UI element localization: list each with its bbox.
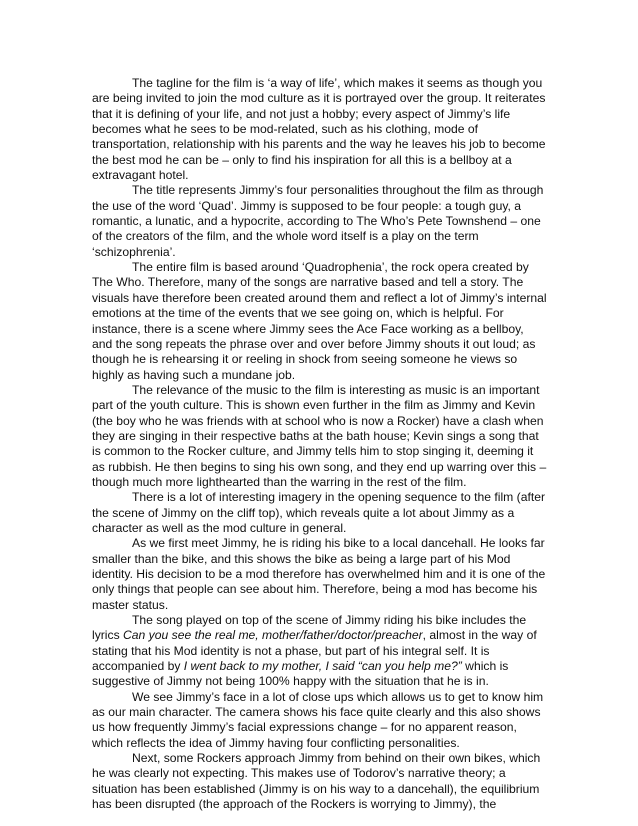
text-line [92, 199, 552, 214]
text-run: highly as having such a mundane job. [92, 367, 296, 382]
text-line [92, 429, 552, 444]
text-run: We see Jimmy’s face in a lot of close ups which allows us to get to know him [132, 689, 544, 704]
text-line [92, 536, 552, 551]
text-run: that it is defining of your life, and not just a hobby; every aspect of Jimmy’s life [92, 106, 511, 121]
body-paragraph [92, 183, 552, 260]
body-paragraph [92, 490, 552, 536]
text-run: emotions at the time of the events that we see going on, which is helpful. For [92, 306, 504, 321]
text-run: visuals have therefore been created around them and reflect a lot of Jimmy’s internal [92, 290, 547, 305]
text-line [92, 628, 552, 643]
text-line [92, 122, 552, 137]
text-line [92, 736, 552, 751]
text-run: as our main character. The camera shows his face quite clearly and this also shows [92, 705, 541, 720]
text-line [92, 705, 552, 720]
text-line [92, 782, 552, 797]
text-run: us how frequently Jimmy’s facial expressions change – for no apparent reason, [92, 720, 517, 735]
text-line [92, 460, 552, 475]
text-run: transportation, relationship with his parents and the way he leaves his job to become [92, 137, 546, 152]
text-run: romantic, a lunatic, and a hypocrite, according to The Who’s Pete Townshend – one [92, 214, 541, 229]
text-line [92, 153, 552, 168]
text-line [92, 598, 552, 613]
text-line [92, 368, 552, 383]
text-run: though much more lighthearted than the warring in the rest of the film. [92, 474, 467, 489]
text-run: , almost in the way of [422, 628, 537, 643]
text-line [92, 751, 552, 766]
text-line [92, 214, 552, 229]
text-run: only things that people can see about him. Therefore, being a mod has become his [92, 582, 538, 597]
text-run: the best mod he can be – only to find his inspiration for all this is a bellboy at a [92, 152, 512, 167]
text-run: (the boy who he was friends with at school who is now a Rocker) have a clash when [92, 413, 544, 428]
text-line [92, 582, 552, 597]
text-line [92, 674, 552, 689]
text-line [92, 797, 552, 812]
text-line [92, 337, 552, 352]
text-run: The song played on top of the scene of Jimmy riding his bike includes the [132, 613, 527, 628]
text-line [92, 475, 552, 490]
text-run: identity. His decision to be a mod therefore has overwhelmed him and it is one of the [92, 567, 546, 581]
text-line [92, 107, 552, 122]
text-line [92, 414, 552, 429]
text-run: extravagant hotel. [92, 168, 189, 183]
text-line [92, 690, 552, 705]
text-line [92, 720, 552, 735]
text-run: the use of the word ‘Quad’. Jimmy is supposed to be four people: a tough guy, a [92, 198, 522, 213]
body-paragraph [92, 383, 552, 490]
text-run: There is a lot of interesting imagery in the opening sequence to the film (after [132, 490, 546, 505]
text-run: The Who. Therefore, many of the songs are narrative based and tell a story. The [92, 275, 524, 290]
text-line [92, 490, 552, 505]
text-line [92, 183, 552, 198]
text-run: Next, some Rockers approach Jimmy from behind on their own bikes, which [132, 751, 541, 766]
text-run: The title represents Jimmy’s four personalities throughout the film as through [132, 183, 544, 198]
italic-lyric-text: Can you see the real me, mother/father/doctor/preacher [123, 628, 423, 643]
text-line [92, 352, 552, 367]
text-run: he was clearly not expecting. This makes use of Todorov’s narrative theory; a [92, 766, 506, 781]
text-run: As we first meet Jimmy, he is riding his bike to a local dancehall. He looks far [132, 536, 545, 551]
text-line [92, 91, 552, 106]
text-line [92, 275, 552, 290]
text-run: The entire film is based around ‘Quadrophenia’, the rock opera created by [132, 260, 529, 275]
text-line [92, 644, 552, 659]
text-run: stating that his Mod identity is not a phase, but part of his integral self. It is [92, 643, 490, 658]
text-line [92, 383, 552, 398]
text-line [92, 659, 552, 674]
text-line [92, 76, 552, 91]
text-line [92, 137, 552, 152]
text-line [92, 766, 552, 781]
text-run: the scene of Jimmy on the cliff top), which reveals quite a lot about Jimmy as a [92, 505, 515, 520]
text-run: lyrics [92, 628, 124, 643]
text-run: though he is rehearsing it or reeling in shock from seeing someone he views so [92, 352, 518, 367]
text-run: ‘schizophrenia’. [92, 244, 176, 259]
text-run: as rubbish. He then begins to sing his own song, and they end up warring over this – [92, 459, 547, 474]
text-run: and the song repeats the phrase over and over before Jimmy shouts it out loud; as [92, 336, 536, 351]
document-page [92, 76, 552, 813]
text-run: accompanied by [92, 659, 184, 674]
body-paragraph [92, 690, 552, 751]
body-paragraph [92, 260, 552, 383]
text-line [92, 245, 552, 260]
text-line [92, 229, 552, 244]
text-run: suggestive of Jimmy not being 100% happy with the situation that he is in. [92, 674, 489, 689]
text-run: of the creators of the film, and the whole word itself is a play on the term [92, 229, 479, 244]
text-line [92, 613, 552, 628]
text-run: The relevance of the music to the film is interesting as music is an important [132, 382, 540, 397]
body-paragraph [92, 536, 552, 613]
body-paragraph [92, 751, 552, 812]
text-line [92, 260, 552, 275]
text-run: has been disrupted (the approach of the Rockers is worrying to Jimmy), the [92, 797, 497, 812]
text-run: becomes what he sees to be mod-related, such as his clothing, mode of [92, 122, 479, 137]
text-run: character as well as the mod culture in general. [92, 520, 347, 535]
text-run: which is [461, 659, 509, 674]
body-paragraph [92, 613, 552, 690]
body-paragraph [92, 76, 552, 183]
text-line [92, 398, 552, 413]
text-line [92, 506, 552, 521]
text-line [92, 322, 552, 337]
text-line [92, 552, 552, 567]
text-line [92, 168, 552, 183]
text-run: master status. [92, 597, 169, 612]
text-run: smaller than the bike, and this shows the bike as being a large part of his Mod [92, 551, 511, 566]
text-run: instance, there is a scene where Jimmy sees the Ace Face working as a bellboy, [92, 321, 524, 336]
text-line [92, 291, 552, 306]
text-run: which reflects the idea of Jimmy having four conflicting personalities. [92, 735, 460, 750]
text-line [92, 444, 552, 459]
text-run: The tagline for the film is ‘a way of life’, which makes it seems as though you [132, 76, 543, 90]
text-run: are being invited to join the mod culture as it is portrayed over the group. It reiterates [92, 91, 546, 106]
text-run: situation has been established (Jimmy is on his way to a dancehall), the equilibrium [92, 781, 540, 796]
text-run: is common to the Rocker culture, and Jimmy tells him to stop singing it, deeming it [92, 444, 534, 459]
text-line [92, 521, 552, 536]
italic-lyric-text: I went back to my mother, I said “can you help me?” [183, 659, 462, 674]
text-line [92, 306, 552, 321]
text-run: they are singing in their respective baths at the bath house; Kevin sings a song that [92, 428, 539, 443]
text-run: part of the youth culture. This is shown even further in the film as Jimmy and Kevin [92, 398, 536, 413]
text-line [92, 567, 552, 582]
